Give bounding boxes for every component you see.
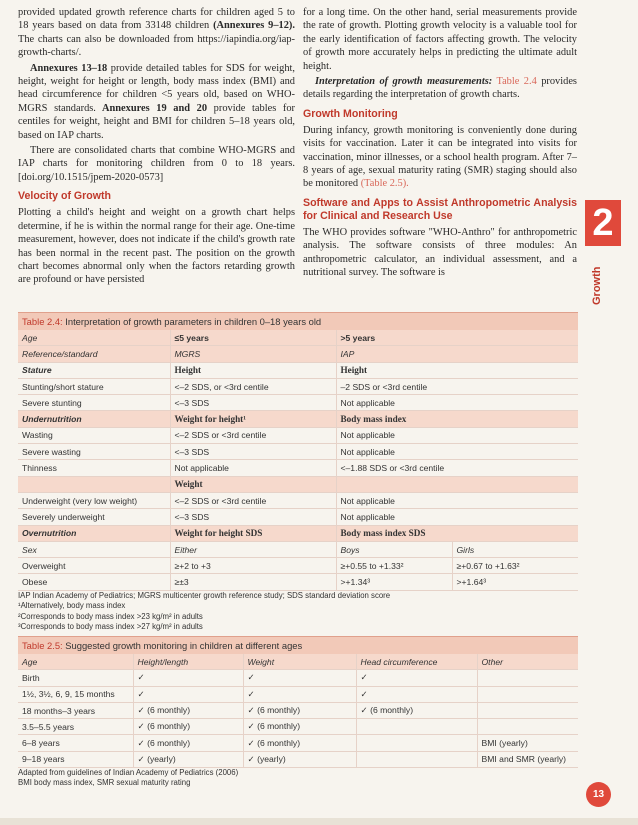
- table-row: Underweight (very low weight) <–2 SDS or <3rd centile Not applicable: [18, 492, 578, 508]
- chapter-title-tab: Growth: [591, 266, 603, 306]
- paragraph: provided updated growth reference charts for children aged 5 to 18 years based on data from 33148 children (Annexures 9–12). The charts can also be downloaded from https://iapindia.org/iap-growth-charts/.: [18, 7, 295, 59]
- page-number: 13: [586, 782, 611, 807]
- table-row: Stature Height Height: [18, 362, 578, 378]
- table-row: Stunting/short stature <–2 SDS, or <3rd centile –2 SDS or <3rd centile: [18, 378, 578, 394]
- right-text-column: [303, 6, 577, 282]
- growth-interpretation-table: [18, 330, 578, 591]
- paragraph: During infancy, growth monitoring is conveniently done during visits for vaccination. Later it can be integrated into visits for vaccination, minor illnesses, or a school health program. After 7–8 years of age, sexual maturity rating (SMR) staging should also be monitored (Table 2.5).: [303, 124, 577, 190]
- section-heading-monitoring: Growth Monitoring: [303, 107, 398, 120]
- table-row: Overnutrition Weight for height SDS Body mass index SDS: [18, 525, 578, 541]
- table-row: Severe wasting <–3 SDS Not applicable: [18, 444, 578, 460]
- left-text-column: [18, 6, 295, 289]
- chapter-number-tab: 2: [585, 200, 621, 246]
- table-caption: Table 2.5: Suggested growth monitoring in children at different ages: [18, 636, 578, 654]
- paragraph: Annexures 13–18 provide detailed tables for SDS for weight, height, weight for height or length, body mass index (BMI) and head circumference for children <5 years old, based on WHO-MGRS standards. Annexures 19 and 20 provide tables for centiles for weight, height and BMI for children 5–18 years old, based on IAP charts.: [18, 62, 296, 141]
- table-row: Reference/standard MGRS IAP: [18, 346, 578, 362]
- growth-monitoring-table: [18, 654, 578, 768]
- paragraph: The WHO provides software "WHO-Anthro" for anthropometric analysis. The software consists of three modules: An anthropometric calculator, an individual assessment, and a nutritional survey. The software is: [303, 226, 577, 279]
- table-row: Weight: [18, 476, 578, 492]
- table-row: Wasting <–2 SDS or <3rd centile Not applicable: [18, 427, 578, 443]
- table-row: Obese ≥±3 >+1.34³ >+1.64³: [18, 574, 578, 590]
- table-row: Severely underweight <–3 SDS Not applicable: [18, 509, 578, 525]
- table-row: Severe stunting <–3 SDS Not applicable: [18, 395, 578, 411]
- table-row: Undernutrition Weight for height¹ Body mass index: [18, 411, 578, 427]
- paragraph: There are consolidated charts that combine WHO-MGRS and IAP charts for monitoring children from 0 to 18 years. [doi.org/10.1515/jpem-2020-0573]: [18, 145, 295, 183]
- table-row: Overweight ≥+2 to +3 ≥+0.55 to +1.33² ≥+0.67 to +1.63²: [18, 558, 578, 574]
- table-2-5: [18, 636, 578, 789]
- table-row: 9–18 years ✓ (yearly) ✓ (yearly) BMI and SMR (yearly): [18, 751, 578, 767]
- table-row: Birth ✓ ✓ ✓: [18, 670, 578, 686]
- paragraph: for a long time. On the other hand, serial measurements provide the rate of growth. Plotting growth velocity is a valuable tool for the early identification of factors affecting growth. The velocity of growth more accurately helps in predicting the ultimate adult height.: [303, 7, 577, 72]
- paragraph: Plotting a child's height and weight on a growth chart helps determine, if he is within the normal range for their age. One-time measurement, however, does not indicate if the child's growth rate has been normal in the recent past. The position on the growth chart becomes abnormal only when the factors retarding growth are profound or have persisted: [18, 207, 295, 286]
- page-edge: [0, 818, 638, 825]
- table-row: 1½, 3½, 6, 9, 15 months ✓ ✓ ✓: [18, 686, 578, 702]
- table-row: 3.5–5.5 years ✓ (6 monthly) ✓ (6 monthly): [18, 719, 578, 735]
- paragraph: Interpretation of growth measurements: Table 2.4 provides details regarding the interpretation of growth charts.: [303, 76, 577, 101]
- table-footnotes: Adapted from guidelines of Indian Academy of Pediatrics (2006) BMI body mass index, SMR sexual maturity rating: [18, 768, 239, 788]
- table-caption: Table 2.4: Interpretation of growth parameters in children 0–18 years old: [18, 312, 578, 330]
- section-heading-velocity: Velocity of Growth: [18, 190, 112, 203]
- table-header-row: Age Height/length Weight Head circumference Other: [18, 654, 578, 670]
- table-row: 18 months–3 years ✓ (6 monthly) ✓ (6 monthly) ✓ (6 monthly): [18, 702, 578, 718]
- table-row: 6–8 years ✓ (6 monthly) ✓ (6 monthly) BMI (yearly): [18, 735, 578, 751]
- table-row: Age ≤5 years >5 years: [18, 330, 578, 346]
- table-footnotes: IAP Indian Academy of Pediatrics; MGRS multicenter growth reference study; SDS standard deviation score ¹Alternatively, body mass index ²Corresponds to body mass index >23 kg/m² in adults ³Corresponds to body mass index >27 kg/m² in adults: [18, 590, 391, 631]
- table-2-4: [18, 312, 578, 632]
- table-row: Sex Either Boys Girls: [18, 541, 578, 557]
- table-row: Thinness Not applicable <–1.88 SDS or <3rd centile: [18, 460, 578, 476]
- section-heading-software: Software and Apps to Assist Anthropometric Analysis for Clinical and Research Use: [303, 196, 577, 222]
